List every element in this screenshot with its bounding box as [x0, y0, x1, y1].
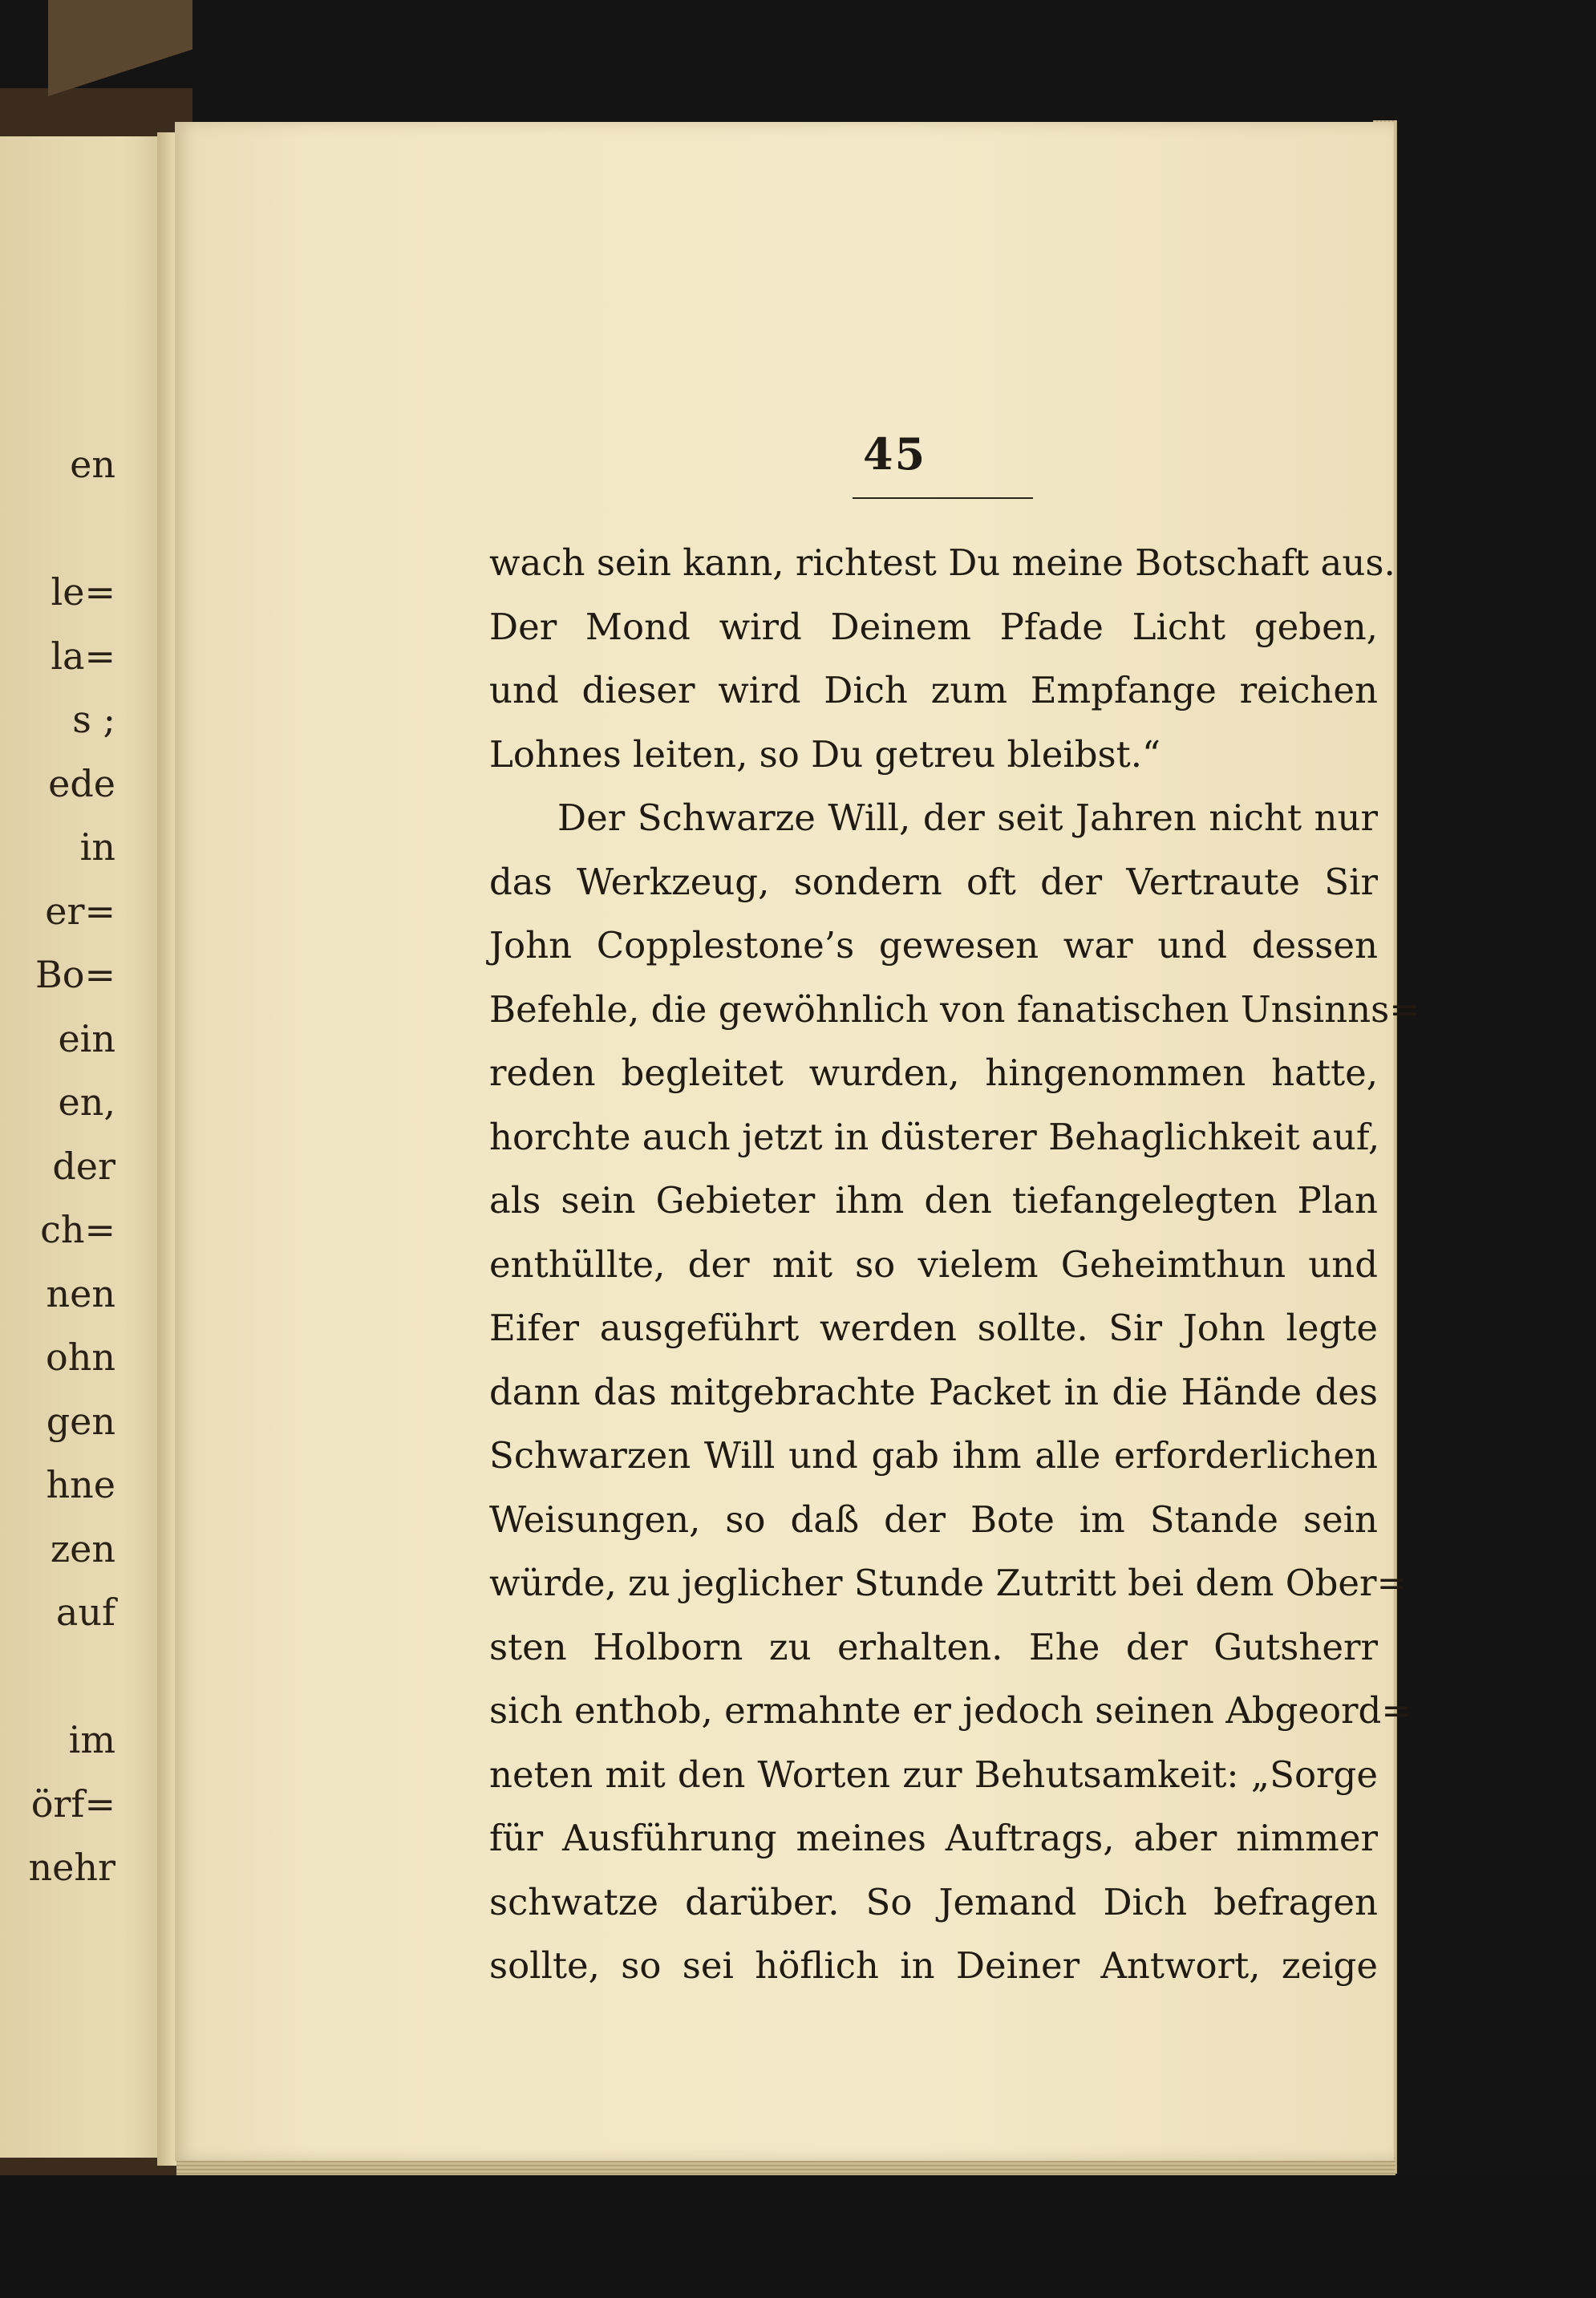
left-fragment-line: ede	[48, 761, 115, 805]
left-fragment-line: ohn	[46, 1335, 115, 1379]
left-fragment-line: le=	[51, 570, 115, 614]
left-facing-page	[0, 136, 178, 2158]
text-line: das Werkzeug, sondern oft der Vertraute Sir	[489, 860, 1378, 903]
text-line: Befehle, die gewöhnlich von fanatischen Unsinns=	[489, 987, 1420, 1031]
left-fragment-line	[0, 497, 178, 561]
left-fragment-line: gen	[46, 1399, 115, 1443]
text-line: enthüllte, der mit so vielem Geheimthun und	[489, 1242, 1378, 1286]
text-line: wach sein kann, richtest Du meine Botschaft aus.	[489, 541, 1395, 584]
text-line: Der Mond wird Deinem Pfade Licht geben,	[489, 605, 1378, 648]
left-fragment-line: la=	[51, 634, 115, 678]
left-fragment-line: en,	[58, 1080, 115, 1124]
text-line: reden begleitet wurden, hingenommen hatte,	[489, 1052, 1378, 1094]
left-fragment-line: zen	[50, 1526, 115, 1571]
text-line: Der Schwarze Will, der seit Jahren nicht nur	[557, 796, 1378, 839]
left-fragment-line: auf	[55, 1591, 115, 1634]
text-line: schwatze darüber. So Jemand Dich befragen	[489, 1880, 1378, 1923]
left-fragment-line: im	[68, 1718, 115, 1761]
text-line: Weisungen, so daß der Bote im Stande sein	[489, 1498, 1378, 1541]
left-fragment-line: er=	[45, 889, 115, 933]
page-number: 45	[863, 428, 927, 480]
left-fragment-line: ch=	[40, 1208, 115, 1251]
text-line: John Copplestone’s gewesen war und dessen	[489, 924, 1378, 967]
left-fragment-line: der	[52, 1144, 115, 1188]
text-line: als sein Gebieter ihm den tiefangelegten Plan	[489, 1179, 1378, 1222]
text-line: dann das mitgebrachte Packet in die Hände des	[489, 1370, 1378, 1413]
left-fragment-line: nehr	[28, 1846, 115, 1889]
page-number-rule	[853, 497, 1033, 499]
left-fragment-line: hne	[46, 1463, 115, 1506]
left-fragment-line: nen	[46, 1271, 115, 1315]
text-line: Schwarzen Will und gab ihm alle erforderlichen	[489, 1434, 1378, 1477]
left-fragment-line: ein	[58, 1016, 115, 1060]
left-fragment-line	[0, 1645, 178, 1709]
text-line: Lohnes leiten, so Du getreu bleibst.“	[489, 732, 1161, 776]
left-fragment-line: in	[79, 825, 115, 869]
text-line: würde, zu jeglicher Stunde Zutritt bei dem Ober=	[489, 1562, 1408, 1604]
left-page-text-fragments	[0, 433, 178, 1900]
text-line: Eifer ausgeführt werden sollte. Sir John legte	[489, 1307, 1378, 1349]
cover-cloth-corner	[48, 0, 192, 96]
text-line: sten Holborn zu erhalten. Ehe der Gutsherr	[489, 1625, 1378, 1668]
text-line: horchte auch jetzt in düsterer Behaglichkeit auf,	[489, 1115, 1380, 1158]
left-fragment-line: s ;	[72, 698, 115, 741]
left-fragment-line: örf=	[30, 1781, 115, 1826]
text-line: neten mit den Worten zur Behutsamkeit: „Sorge	[489, 1753, 1378, 1796]
text-line: sich enthob, ermahnte er jedoch seinen Abgeord=	[489, 1689, 1412, 1732]
background-below-book	[0, 2175, 1596, 2298]
text-line: und dieser wird Dich zum Empfange reichen	[489, 669, 1378, 711]
text-line: für Ausführung meines Auftrags, aber nimmer	[489, 1817, 1378, 1859]
page-body-text	[489, 531, 1420, 1998]
left-fragment-line: en	[70, 443, 115, 486]
left-fragment-line: Bo=	[34, 953, 115, 996]
text-line: sollte, so sei höflich in Deiner Antwort, zeige	[489, 1944, 1378, 1987]
right-page	[175, 122, 1420, 2161]
